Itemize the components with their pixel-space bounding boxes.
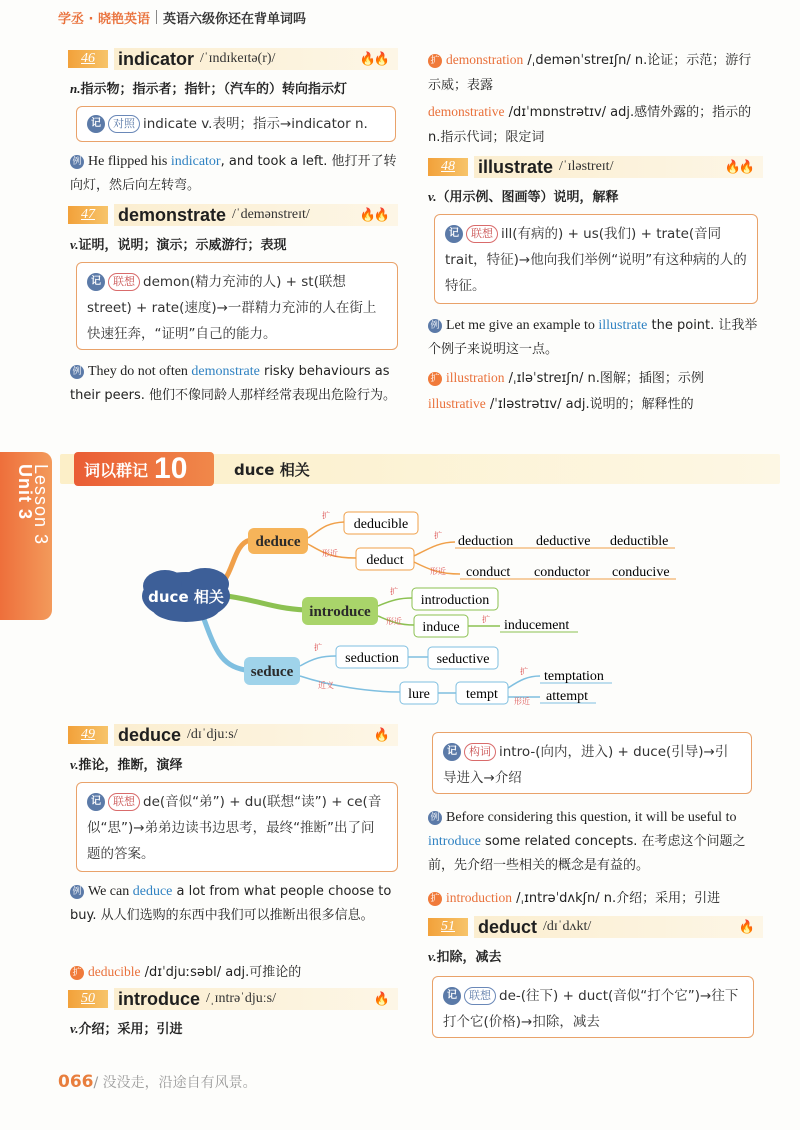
word-attempt: attempt [546,689,588,704]
extension-illustration [428,366,763,391]
page-footer [58,1072,257,1092]
memory-tip-introduce [432,732,752,794]
derived-meaning: /ˈɪləstrətɪv/ adj.说明的；解释性的 [485,397,694,412]
page-number: 066 [58,1072,94,1092]
word-conducive: conducive [612,565,670,580]
entry-number: 50 [68,990,108,1008]
frequency-flame-icon: 🔥 [373,727,388,742]
label-seduction: seduction [345,651,399,666]
example-pre: They do not often [88,364,192,379]
line-lure [300,676,400,692]
pos-label: n. [70,81,81,96]
phonetic: /ˈɪləstreɪt/ [559,159,614,174]
memory-icon: 记 [443,743,461,761]
group-badge [74,452,214,486]
example-icon: 例 [428,811,442,825]
example-post: some related concepts. 在考虑这个问题之前，先介绍一些相关的概念是有益的。 [428,834,746,873]
extension-demonstration [428,48,763,98]
line-temptation [508,676,540,688]
extension-icon: 扩 [428,54,442,68]
headword: illustrate [478,156,554,177]
example-pre: Let me give an example to [446,318,599,333]
frequency-flame-icon: 🔥🔥 [359,207,388,222]
header-divider [156,10,157,24]
label-deduct: deduct [366,553,404,568]
center-label: duce 相关 [148,588,224,606]
example-keyword: deduce [132,884,173,899]
group-subject: duce 相关 [234,461,310,479]
memory-icon: 记 [87,273,105,291]
label-deducible: deducible [353,517,409,532]
tag-kuo: 扩 [322,511,330,520]
entry-header-demonstrate [68,204,398,226]
tip-type-tag: 联想 [466,225,498,243]
derived-word: demonstration [446,52,524,67]
label-seduce: seduce [250,664,294,680]
entry-number: 51 [428,918,468,936]
frequency-flame-icon: 🔥 [373,991,388,1006]
frequency-flame-icon: 🔥🔥 [359,51,388,66]
derived-word: introduction [446,890,512,905]
group-number: 10 [154,452,188,485]
entry-header-deduce [68,724,398,746]
headword-bar [114,48,398,70]
branch-introduce [220,595,305,610]
example-demonstrate [70,360,400,408]
memory-icon: 记 [445,225,463,243]
example-icon: 例 [70,365,84,379]
memory-tip-deduct [432,976,754,1038]
tip-text: ill(有病的) + us(我们) + trate(音同trait，特征)→他向我们举例“说明”有这种病的人的特征。 [445,226,747,294]
label-seductive: seductive [436,652,490,667]
meaning-text: 推论，推断，演绎 [78,758,183,773]
headword-bar [114,988,398,1010]
tag-xingjin: 形近 [430,567,446,576]
word-conductor: conductor [534,565,590,580]
example-pre: We can [88,884,133,899]
frequency-flame-icon: 🔥 [738,919,753,934]
meaning-text: （用示例、图画等）说明，解释 [436,190,619,205]
derived-word: illustrative [428,396,486,411]
label-deduce: deduce [255,534,301,550]
entry-header-deduct [428,916,763,938]
label-lure: lure [408,687,430,702]
group-label: 词以群记 [84,460,149,480]
entry-header-indicator [68,48,398,70]
tip-type-tag: 联想 [108,793,140,811]
pos-label: v. [70,757,79,772]
example-icon: 例 [70,885,84,899]
tip-text: indicate v.表明；指示→indicator n. [143,116,368,132]
extension-illustrative [428,392,763,417]
tip-type-tag: 联想 [108,273,140,291]
headword: indicator [118,48,195,69]
example-post: risky behaviours as their peers. 他们不像同龄人那样经常表现出危险行为。 [70,364,397,403]
memory-icon: 记 [443,987,461,1005]
book-title: 英语六级你还在背单词吗 [163,11,307,27]
extension-deducible [70,960,400,985]
derived-word: deducible [88,964,141,979]
headword: demonstrate [118,204,227,225]
line-introduction [378,598,412,606]
example-keyword: introduce [428,834,481,849]
word-group-heading [60,454,780,484]
label-induce: induce [422,620,460,635]
example-introduce [428,806,763,878]
tip-type-tag: 构词 [464,743,496,761]
phonetic: /ˌɪntrəˈdjuːs/ [206,991,277,1006]
meaning-introduce [70,1018,183,1037]
extension-icon: 扩 [70,966,84,980]
duce-mind-map [0,490,800,715]
tip-text: de(音似“弟”) + du(联想“读”) + ce(音似“思”)→弟弟边读书边思考，最终“推断”出了问题的答案。 [87,794,382,862]
headword: introduce [118,988,201,1009]
memory-icon: 记 [87,793,105,811]
pos-label: v. [428,949,437,964]
meaning-text: 介绍；采用；引进 [78,1022,183,1037]
memory-tip-indicator [76,106,396,142]
headword-bar [474,916,763,938]
word-temptation: temptation [544,669,604,684]
tip-text: intro-(向内，进入) + duce(引导)→引导进入→介绍 [443,744,729,786]
headword-bar [114,204,398,226]
tag-xingjin: 形近 [386,617,402,626]
example-keyword: indicator [170,154,221,169]
example-illustrate [428,314,763,362]
derived-meaning: /ˌɪntrəˈdʌkʃn/ n.介绍；采用；引进 [512,891,721,906]
entry-number: 47 [68,206,108,224]
pos-label: v. [70,237,79,252]
phonetic: /dɪˈdjuːs/ [187,727,238,742]
phonetic: /ˈɪndɪkeɪtə(r)/ [200,51,276,66]
meaning-deduct [428,946,502,965]
meaning-illustrate [428,186,619,205]
tag-xingjin: 形近 [322,549,338,558]
tip-type-tag: 联想 [464,987,496,1005]
word-deduction: deduction [458,534,514,549]
label-introduce: introduce [309,604,371,620]
lesson-label: Lesson 3 [31,464,51,546]
running-header [58,6,306,28]
word-deductible: deductible [610,534,669,549]
derived-meaning: /dɪˈdjuːsəbl/ adj.可推论的 [140,965,302,980]
headword: deduce [118,724,182,745]
tag-kuo: 扩 [434,531,442,540]
memory-tip-deduce [76,782,398,872]
entry-header-introduce [68,988,398,1010]
headword: deduct [478,916,538,937]
line-seduction [300,656,336,666]
brand-name: 学丞 · 晓艳英语 [58,11,150,27]
pos-label: v. [70,1021,79,1036]
frequency-flame-icon: 🔥🔥 [724,159,753,174]
tag-kuo: 扩 [314,643,322,652]
word-deductive: deductive [536,534,591,549]
line-deduction-row [414,542,455,556]
meaning-indicator [70,78,347,97]
extension-introduction [428,886,763,911]
meaning-deduce [70,754,183,773]
meaning-text: 扣除，减去 [436,950,502,965]
label-introduction: introduction [420,593,490,608]
meaning-text: 指示物；指示者；指针；（汽车的）转向指示灯 [80,82,347,97]
tag-kuo: 扩 [482,615,490,624]
extension-icon: 扩 [428,372,442,386]
derived-meaning: /dɪˈmɒnstrətɪv/ adj.感情外露的；指示的 n.指示代词；限定词 [428,105,752,145]
tip-text: demon(精力充沛的人) + st(联想street) + rate(速度)→一群精力充沛的人在街上快速狂奔，“证明”自己的能力。 [87,274,377,342]
example-keyword: demonstrate [191,364,260,379]
entry-number: 46 [68,50,108,68]
derived-word: illustration [446,370,505,385]
extension-demonstrative [428,100,763,150]
example-deduce [70,880,400,928]
tip-text: de-(往下) + duct(音似“打个它”)→往下打个它(价格)→扣除，减去 [443,988,739,1030]
center-node [142,568,230,622]
word-inducement: inducement [504,618,570,633]
pos-label: v. [428,189,437,204]
word-conduct: conduct [466,565,511,580]
example-post: a lot from what people choose to buy. 从人们选购的东西中我们可以推断出很多信息。 [70,884,392,923]
entry-number: 48 [428,158,468,176]
phonetic: /dɪˈdʌkt/ [543,919,592,934]
example-post: the point. 让我举个例子来说明这一点。 [428,318,758,357]
example-indicator [70,150,400,198]
example-pre: He flipped his [88,154,171,169]
tag-kuo: 扩 [390,587,398,596]
example-icon: 例 [70,155,84,169]
example-pre: Before considering this question, it will be useful to [446,810,737,825]
entry-number: 49 [68,726,108,744]
tip-type-tag: 对照 [108,115,140,133]
meaning-demonstrate [70,234,287,253]
headword-bar [114,724,398,746]
extension-icon: 扩 [428,892,442,906]
tag-kuo: 扩 [520,667,528,676]
example-keyword: illustrate [598,318,648,333]
tag-xingjin: 形近 [514,697,530,706]
derived-meaning: /ˌdemənˈstreɪʃn/ n.论证；示范；游行示威；表露 [428,53,752,93]
phonetic: /ˈdemənstreɪt/ [232,207,310,222]
memory-tip-illustrate [434,214,758,304]
memory-tip-demonstrate [76,262,398,350]
footer-slogan: / 没没走，沿途自有风景。 [93,1075,257,1091]
memory-icon: 记 [87,115,105,133]
unit-label: Unit 3 [15,464,35,521]
example-post: , and took a left. 他打开了转向灯，然后向左转弯。 [70,154,397,193]
derived-meaning: /ˌɪləˈstreɪʃn/ n.图解；插图；示例 [504,371,704,386]
example-icon: 例 [428,319,442,333]
entry-header-illustrate [428,156,763,178]
line-deducible [308,522,344,538]
headword-bar [474,156,763,178]
label-tempt: tempt [466,687,498,702]
tag-jinyi: 近义 [318,681,334,690]
meaning-text: 证明，说明；演示；示威游行；表现 [78,238,287,253]
derived-word: demonstrative [428,104,505,119]
